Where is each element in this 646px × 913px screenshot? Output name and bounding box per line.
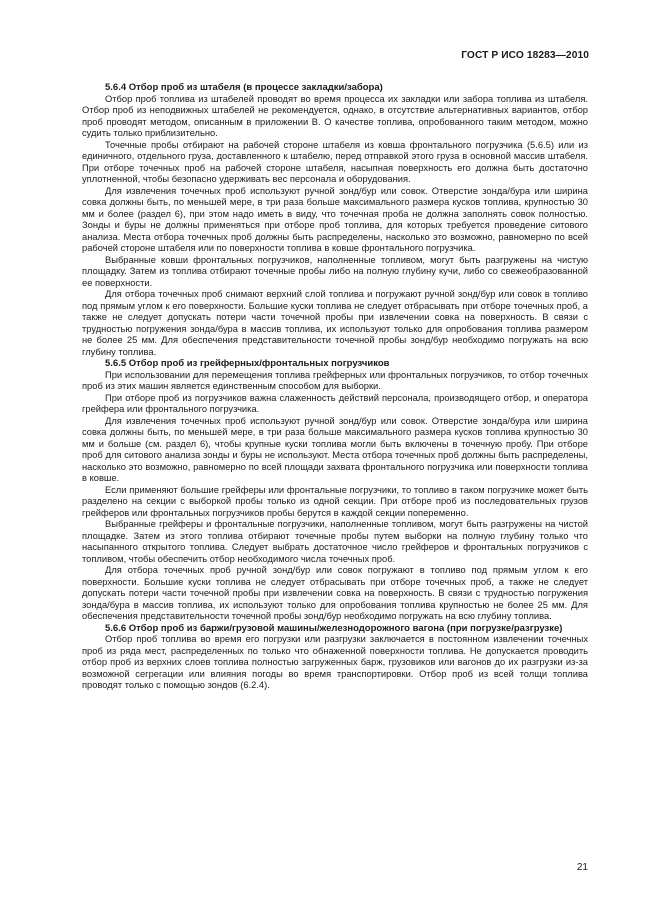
paragraph: Отбор проб топлива во время его погрузки или разгрузки заключается в постоянном извлечении точечных проб из ряда мест, распределенных по только что обнаженной поверхности топлива. Не допускается проводить отбор проб из верхних слоев топлива полностью загруженных барж, грузовиков или вагонов до их разгрузки из-за возможной сегрегации или влияния погоды во время транспортировки. Отбор проб из всей толщи топлива проводят только с помощью зондов (6.2.4).: [82, 634, 588, 690]
page-number: 21: [576, 862, 588, 873]
paragraph: При использовании для перемещения топлива грейферных или фронтальных погрузчиков, то отбор точечных проб из этих машин является единственным способом для выборки.: [82, 369, 588, 391]
page-content: [82, 82, 588, 692]
section-heading-5-6-5: 5.6.5 Отбор проб из грейферных/фронтальных погрузчиков: [105, 358, 390, 369]
paragraph: Если применяют большие грейферы или фронтальные погрузчики, то топливо в таком погрузчике может быть разделено на секции с выборкой пробы только из одной секции. При отборе проб из последовательных грузов грейферов или фронтальных погрузчиков пробы берутся в каждой секции попеременно.: [82, 484, 588, 518]
paragraph: Выбранные грейферы и фронтальные погрузчики, наполненные топливом, могут быть разгружены на чистой площадке. Затем из этого топлива отбирают точечные пробы путем выборки на полную глубину только что насыпанного открытого топлива. Следует выбрать достаточное число грейферов и фронтальных погрузчиков с топливом, чтобы обеспечить отбор необходимого числа точечных проб.: [82, 519, 588, 564]
paragraph: При отборе проб из погрузчиков важна слаженность действий персонала, производящего отбор, и оператора грейфера или фронтального погрузчика.: [82, 392, 588, 414]
section-heading-5-6-4: 5.6.4 Отбор проб из штабеля (в процессе закладки/забора): [105, 82, 383, 93]
paragraph: Для извлечения точечных проб используют ручной зонд/бур или совок. Отверстие зонда/бура или ширина совка должны быть, по меньшей мере, в три раза больше максимального размера кусков топлива крупностью 30 мм и больше (см. раздел 6), чтобы крупные куски топлива могли быть включены в точечную пробу. При отборе проб для ситового анализа зонды и буры не используют. Места отбора точечных проб должны быть распределены, насколько это возможно, равномерно по всей площади захвата фронтального погрузчика или поверхности топлива в ковше.: [82, 415, 588, 483]
paragraph: Для извлечения точечных проб используют ручной зонд/бур или совок. Отверстие зонда/бура или ширина совка должны быть, по меньшей мере, в три раза больше максимального размера кусков топлива, крупностью 30 мм и более (раздел 6), при этом надо иметь в виду, что точечная проба не должна заполнять совок полностью. Зонды и буры не должны применяться при отборе проб топлива, для которых требуется проведение ситового анализа. Места отбора точечных проб должны быть распределены, насколько это возможно, равномерно по всей рабочей стороне штабеля или по поверхности топлива в ковше фронтального погрузчика.: [82, 185, 588, 253]
paragraph: Точечные пробы отбирают на рабочей стороне штабеля из ковша фронтального погрузчика (5.6.5) или из единичного, отдельного груза, доставленного к штабелю, перед отправкой этого груза в основной массив штабеля. При отборе точечных проб на рабочей стороне штабеля, насыпная поверхность его должна быть достаточно уплотненной, чтобы безопасно удерживать вес персонала и оборудования.: [82, 139, 588, 184]
paragraph: Отбор проб топлива из штабелей проводят во время процесса их закладки или забора топлива из штабеля. Отбор проб из неподвижных штабелей не рекомендуется, однако, в отсутствие альтернативных вариантов, отбор проб проводят методом, описанным в приложении В. О качестве топлива, опробованного таким методом, можно судить только приблизительно.: [82, 93, 588, 138]
document-code: ГОСТ Р ИСО 18283—2010: [461, 50, 589, 61]
paragraph: Для отбора точечных проб снимают верхний слой топлива и погружают ручной зонд/бур или совок в топливо под прямым углом к его поверхности. Большие куски топлива не следует отбрасывать при отборе точечных проб, а также не следует допускать потери части точечной пробы при извлечении совка на поверхность. В связи с трудностью погружения зонда/бура в массив топлива, их используют только для опробования топлива размером не более 25 мм. Для обеспечения представительности точечной пробы зонд/бур необходимо погружать на всю глубину топлива.: [82, 289, 588, 357]
paragraph: Для отбора точечных проб ручной зонд/бур или совок погружают в топливо под прямым углом к его поверхности. Большие куски топлива не следует отбрасывать при отборе точечных проб, а также не следует допускать потери части точечной пробы при извлечении совка на поверхность. В связи с трудностью погружения зонда/бура в массив топлива, их используют только для опробования топлива крупностью не более 25 мм. Для обеспечения представительности точечной пробы зонд/бур необходимо погружать на всю глубину топлива.: [82, 565, 588, 621]
section-heading-5-6-6: 5.6.6 Отбор проб из баржи/грузовой машины/железнодорожного вагона (при погрузке/разгрузке): [105, 622, 563, 634]
paragraph: Выбранные ковши фронтальных погрузчиков, наполненные топливом, могут быть разгружены на чистую площадку. Затем из топлива отбирают точечные пробы либо на полную глубину кучи, либо со свежеобразованной ее поверхности.: [82, 254, 588, 288]
